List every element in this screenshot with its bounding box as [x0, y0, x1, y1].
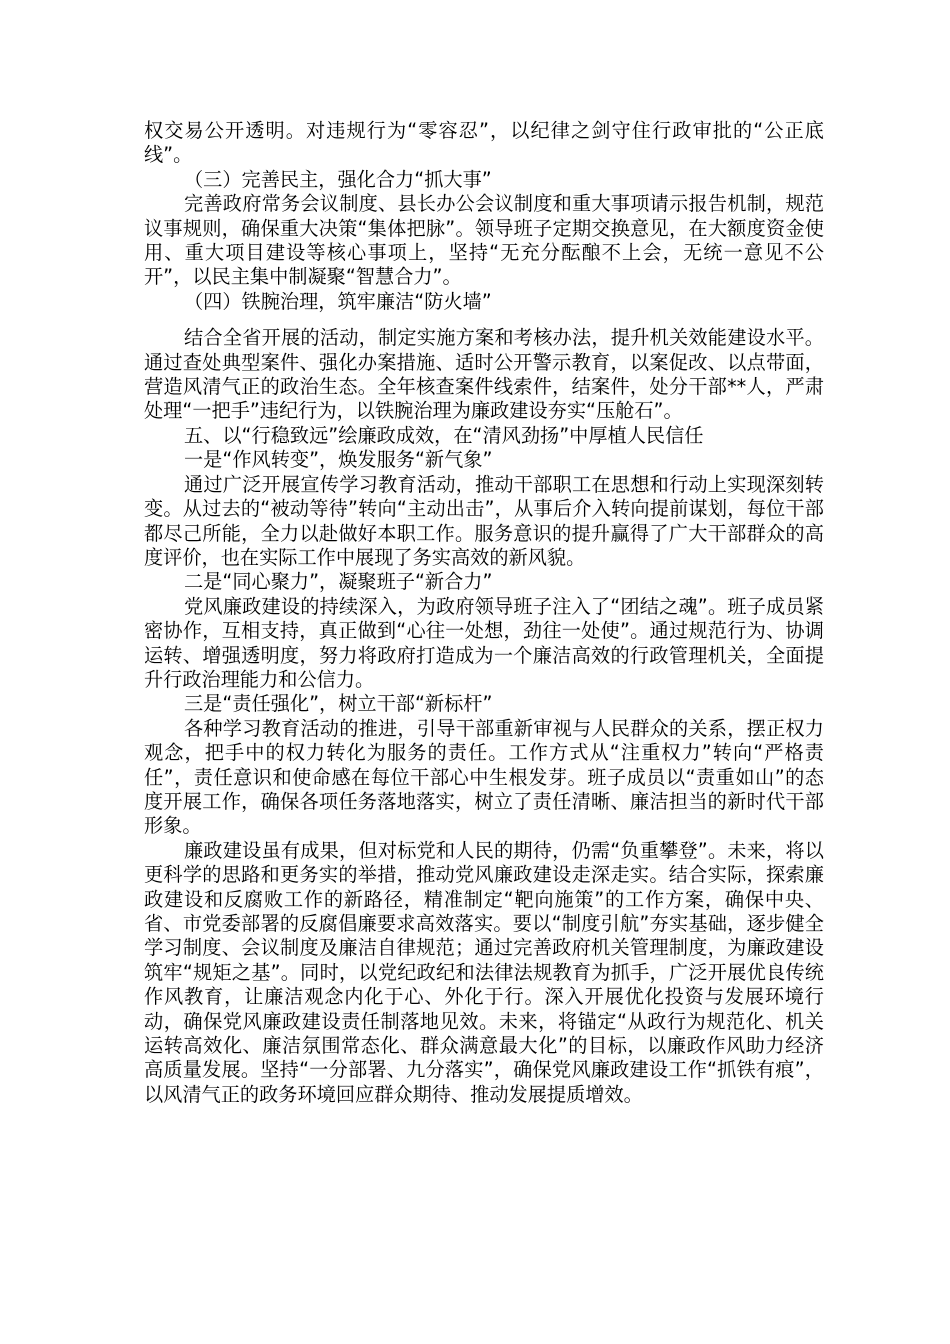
paragraph: 结合全省开展的活动，制定实施方案和考核办法，提升机关效能建设水平。通过查处典型案件、强化办案措施、适时公开警示教育，以案促改、以点带面，营造风清气正的政治生态。全年核查案件线索件，结案件，处分干部**人，严肃处理“一把手”违纪行为，以铁腕治理为廉政建设夯实“压舱石”。	[144, 326, 824, 423]
paragraph: 党风廉政建设的持续深入，为政府领导班子注入了“团结之魂”。班子成员紧密协作，互相支持，真正做到“心往一处想，劲往一处使”。通过规范行为、协调运转、增强透明度，努力将政府打造成为一个廉洁高效的行政管理机关，全面提升行政治理能力和公信力。	[144, 594, 824, 691]
document-body	[144, 119, 824, 1107]
subheading-item-3: 三是“责任强化”，树立干部“新标杆”	[184, 692, 493, 716]
section-heading-5: 五、以“行稳致远”绘廉政成效，在“清风劲扬”中厚植人民信任	[184, 423, 704, 447]
subheading-item-1: 一是“作风转变”，焕发服务“新气象”	[184, 448, 493, 472]
paragraph: 各种学习教育活动的推进，引导干部重新审视与人民群众的关系，摆正权力观念，把手中的权力转化为服务的责任。工作方式从“注重权力”转向“严格责任”，责任意识和使命感在每位干部心中生根发芽。班子成员以“责重如山”的态度开展工作，确保各项任务落地落实，树立了责任清晰、廉洁担当的新时代干部形象。	[144, 716, 824, 838]
paragraph: 通过广泛开展宣传学习教育活动，推动干部职工在思想和行动上实现深刻转变。从过去的“被动等待”转向“主动出击”，从事后介入转向提前谋划，每位干部都尽己所能，全力以赴做好本职工作。服务意识的提升赢得了广大干部群众的高度评价，也在实际工作中展现了务实高效的新风貌。	[144, 472, 824, 569]
subheading-4: （四）铁腕治理，筑牢廉洁“防火墙”	[184, 289, 492, 313]
paragraph-continuation: 权交易公开透明。对违规行为“零容忍”，以纪律之剑守住行政审批的“公正底线”。	[144, 119, 824, 167]
subheading-3: （三）完善民主，强化合力“抓大事”	[184, 167, 492, 191]
subheading-item-2: 二是“同心聚力”，凝聚班子“新合力”	[184, 570, 493, 594]
paragraph-conclusion: 廉政建设虽有成果，但对标党和人民的期待，仍需“负重攀登”。未来，将以更科学的思路和更务实的举措，推动党风廉政建设走深走实。结合实际，探索廉政建设和反腐败工作的新路径，精准制定“靶向施策”的工作方案，确保中央、省、市党委部署的反腐倡廉要求高效落实。要以“制度引航”夯实基础，逐步健全学习制度、会议制度及廉洁自律规范；通过完善政府机关管理制度，为廉政建设筑牢“规矩之基”。同时，以党纪政纪和法律法规教育为抓手，广泛开展优良传统作风教育，让廉洁观念内化于心、外化于行。深入开展优化投资与发展环境行动，确保党风廉政建设责任制落地见效。未来，将锚定“从政行为规范化、机关运转高效化、廉洁氛围常态化、群众满意最大化”的目标，以廉政作风助力经济高质量发展。坚持“一分部署、九分落实”，确保党风廉政建设工作“抓铁有痕”，以风清气正的政务环境回应群众期待、推动发展提质增效。	[144, 838, 824, 1106]
paragraph: 完善政府常务会议制度、县长办公会议制度和重大事项请示报告机制，规范议事规则，确保重大决策“集体把脉”。领导班子定期交换意见，在大额度资金使用、重大项目建设等核心事项上，坚持“无充分酝酿不上会，无统一意见不公开”，以民主集中制凝聚“智慧合力”。	[144, 192, 824, 289]
